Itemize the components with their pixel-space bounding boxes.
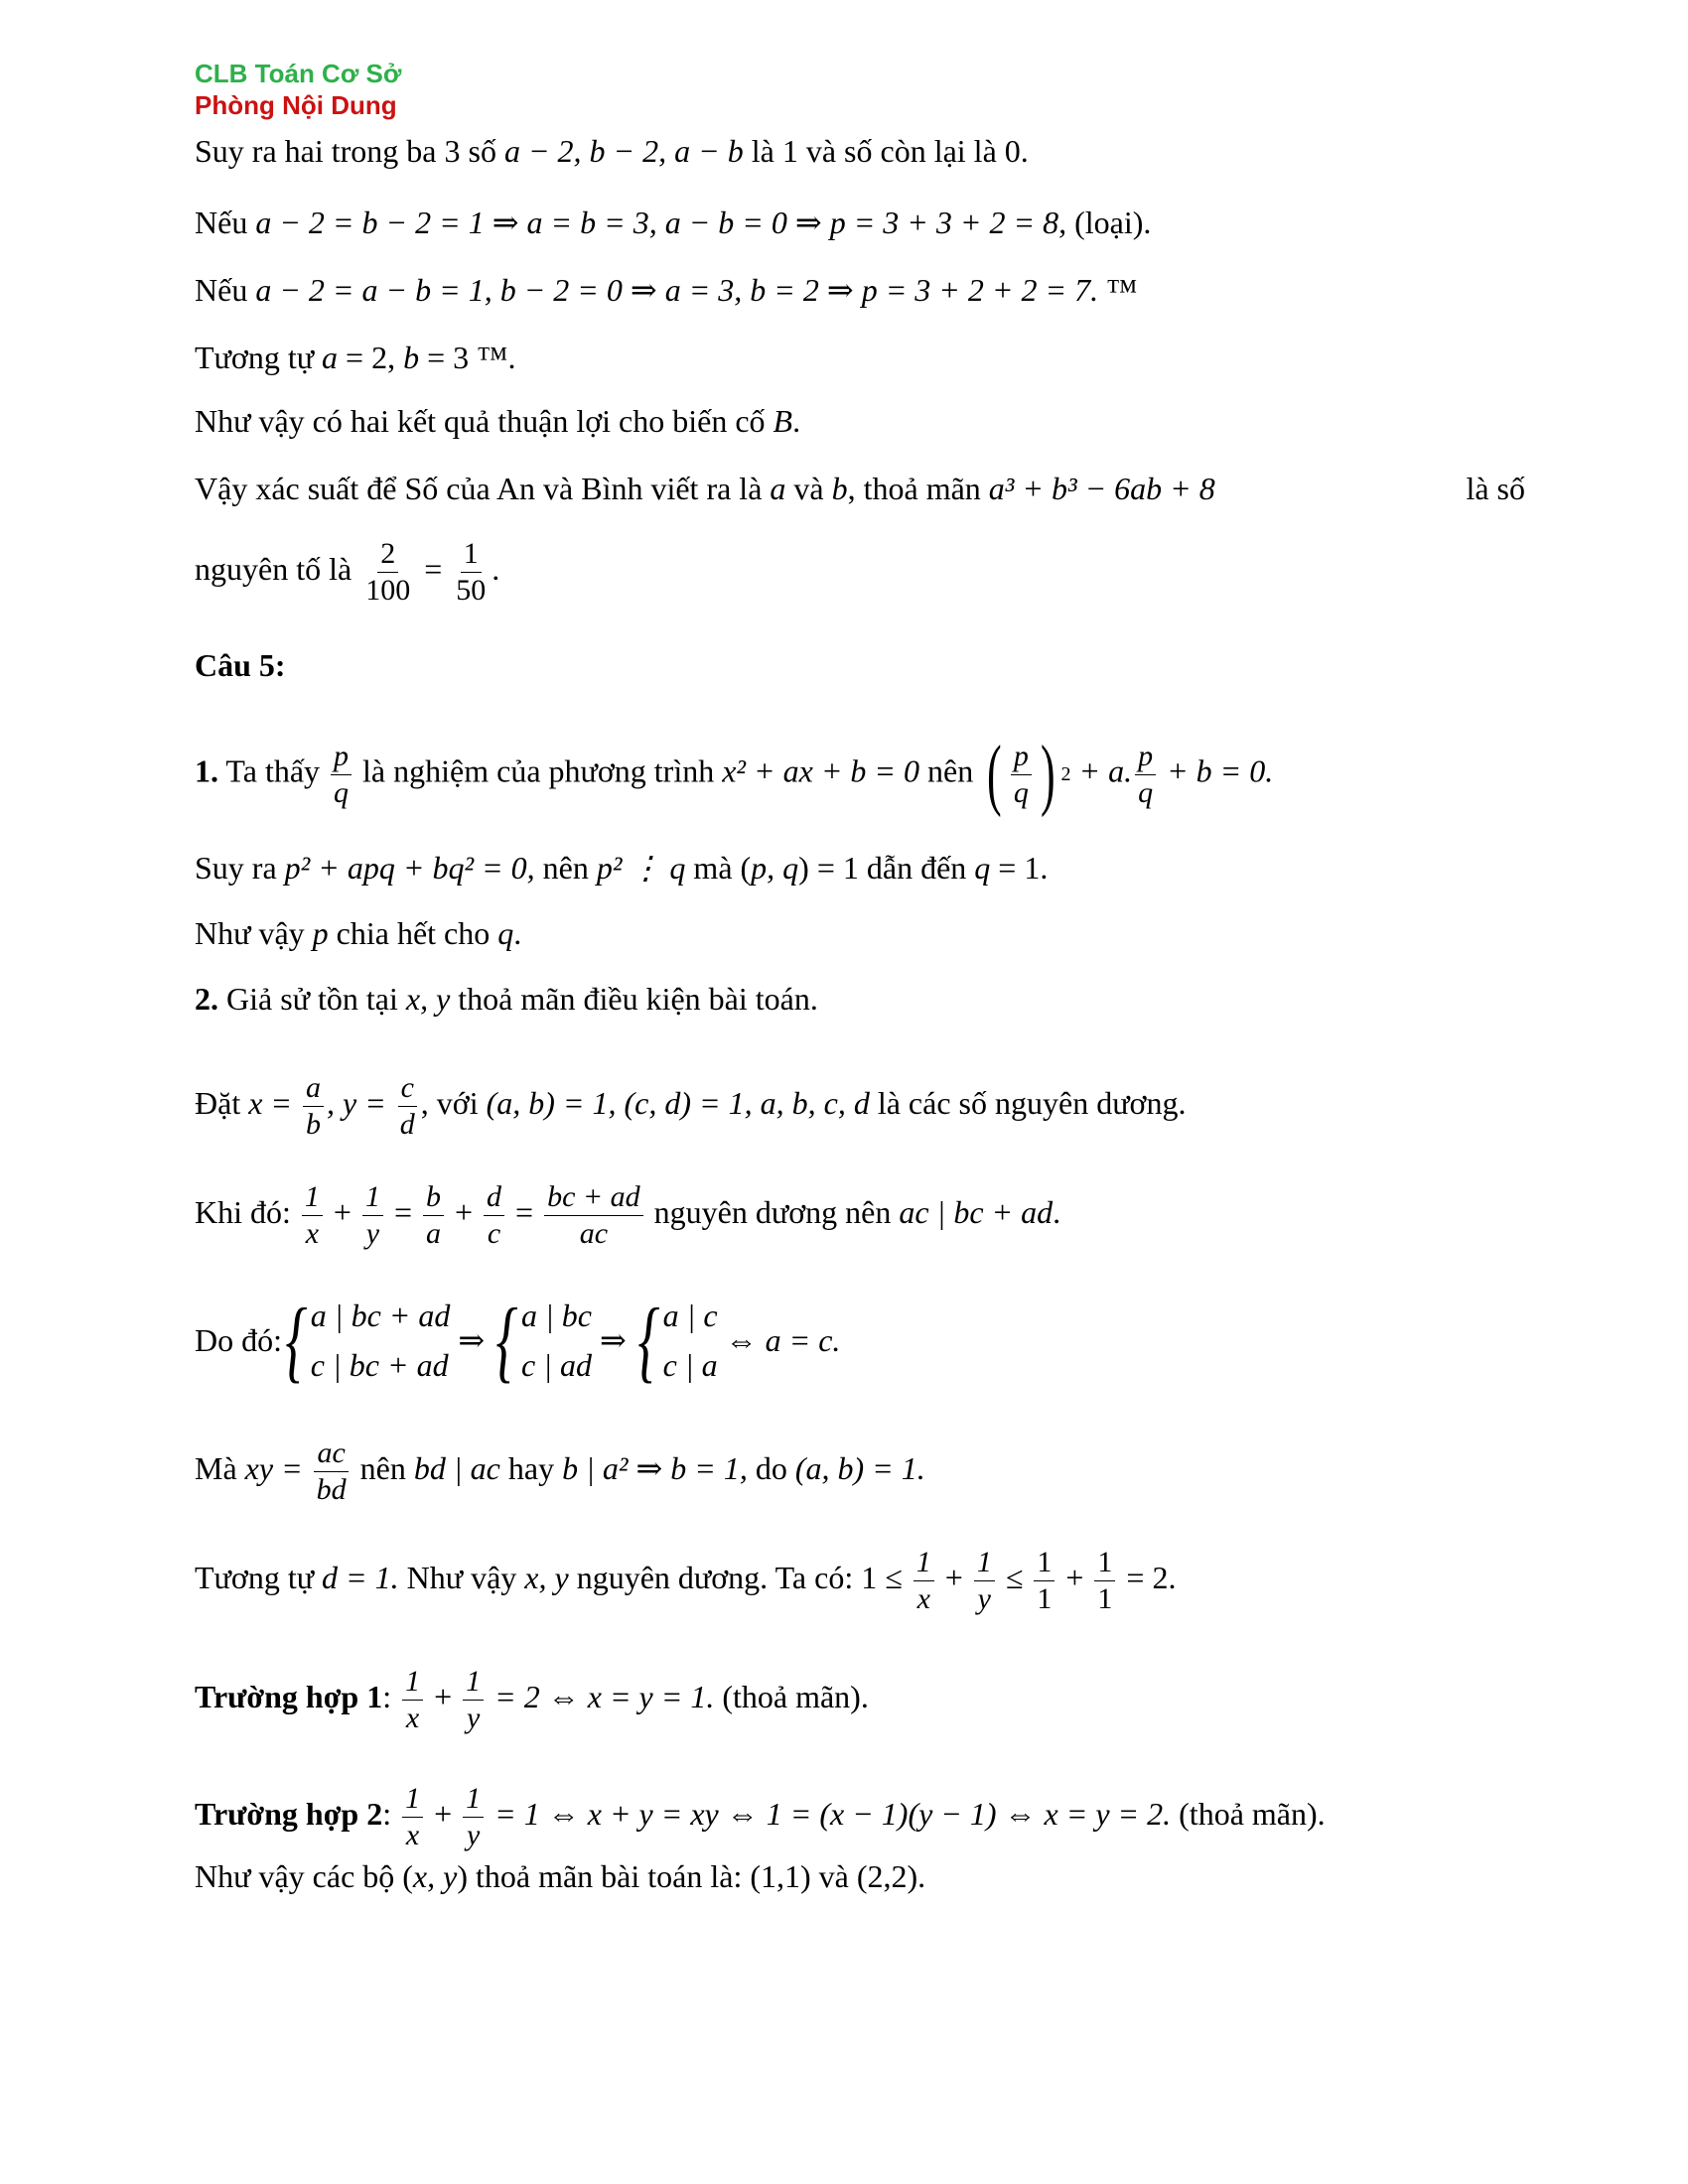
fraction-bc-ad-over-ac: $\frac{bc + ad}{ac}$ — [544, 1179, 643, 1252]
text-line-19: Trường hợp 2: $\frac{1}{x}$ + $\frac{1}{y}$ = 1 ⇔ x + y = xy ⇔ 1 = (x − 1)(y − 1) ⇔ x = y = 2. (thoả mãn). — [195, 1782, 1326, 1851]
system-1: { a | bc + ad c | bc + ad — [285, 1290, 451, 1391]
text-line-1: Suy ra hai trong ba 3 số a − 2, b − 2, a − b là 1 và số còn lại là 0. — [195, 133, 1029, 169]
fraction-2-100: $\frac{2}{100}$ — [365, 537, 411, 607]
fraction-1-y: $\frac{1}{y}$ — [974, 1545, 995, 1617]
text-line-13: Đặt x = $\frac{a}{b}$ , y = $\frac{c}{d}$ , với (a, b) = 1, (c, d) = 1, a, b, c, d là các số nguyên dương. — [195, 1071, 1187, 1141]
fraction-c-d: $\frac{c}{d}$ — [397, 1070, 418, 1143]
section-title-cau-5: Câu 5: — [195, 647, 286, 683]
fraction-p-q: $\frac{p}{q}$ — [331, 739, 352, 811]
fraction-1-y: $\frac{1}{y}$ — [463, 1781, 484, 1853]
text-line-6: Vậy xác suất để Số của An và Bình viết ra là a và b, thoả mãn a³ + b³ − 6ab + 8 là số — [195, 471, 1525, 506]
text-line-3: Nếu a − 2 = a − b = 1, b − 2 = 0 ⇒ a = 3, b = 2 ⇒ p = 3 + 2 + 2 = 7. ™ — [195, 272, 1138, 308]
fraction-1-y: $\frac{1}{y}$ — [463, 1664, 484, 1736]
system-2: { a | bc c | ad — [495, 1290, 592, 1391]
text-line-4: Tương tự a = 2, b = 3 ™. — [195, 340, 516, 375]
text-line-9: 1. Ta thấy $\frac{p}{q}$ là nghiệm của phương trình x² + ax + b = 0 nên ( $\frac{p}{q}$ ) 2 + a. $\frac{p}{q}$ + b = 0. — [195, 731, 1274, 818]
fraction-1-x: $\frac{1}{x}$ — [402, 1664, 423, 1736]
text-line-10: Suy ra p² + apq + bq² = 0, nên p² ⋮ q mà (p, q) = 1 dẫn đến q = 1. — [195, 850, 1049, 886]
text-line-15: Do đó: { a | bc + ad c | bc + ad ⇒ { a | bc c | ad ⇒ { a | c c | a ⇔ a = c. — [195, 1290, 841, 1391]
text-line-20: Như vậy các bộ (x, y) thoả mãn bài toán là: (1,1) và (2,2). — [195, 1858, 926, 1894]
text-line-7: nguyên tố là $\frac{2}{100}$ = $\frac{1}{50}$ . — [195, 537, 500, 607]
fraction-b-a: $\frac{b}{a}$ — [423, 1179, 444, 1252]
text-line-12: 2. Giả sử tồn tại x, y thoả mãn điều kiện bài toán. — [195, 981, 818, 1017]
text-line-11: Như vậy p chia hết cho q. — [195, 915, 522, 951]
fraction-1-1: $\frac{1}{1}$ — [1094, 1545, 1115, 1617]
text-line-18: Trường hợp 1: $\frac{1}{x}$ + $\frac{1}{y}$ = 2 ⇔ x = y = 1. (thoả mãn). — [195, 1665, 869, 1734]
fraction-1-x: $\frac{1}{x}$ — [302, 1179, 323, 1252]
fraction-p-q-2: $\frac{p}{q}$ — [1135, 739, 1156, 811]
header-department: Phòng Nội Dung — [195, 90, 397, 120]
fraction-1-50: $\frac{1}{50}$ — [456, 537, 487, 607]
fraction-ac-bd: $\frac{ac}{bd}$ — [314, 1435, 350, 1508]
fraction-d-c: $\frac{d}{c}$ — [484, 1179, 504, 1252]
fraction-1-1: $\frac{1}{1}$ — [1034, 1545, 1055, 1617]
squared-fraction: ( $\frac{p}{q}$ ) 2 — [987, 731, 1071, 818]
text-line-17: Tương tự d = 1. Như vậy x, y nguyên dương. Ta có: 1 ≤ $\frac{1}{x}$ + $\frac{1}{y}$ ≤ $\frac{1}{1}$ + $\frac{1}{1}$ = 2. — [195, 1546, 1177, 1615]
header-club: CLB Toán Cơ Sở — [195, 59, 402, 88]
text-line-5: Như vậy có hai kết quả thuận lợi cho biến cố B. — [195, 403, 801, 439]
fraction-1-x: $\frac{1}{x}$ — [402, 1781, 423, 1853]
text-line-2: Nếu a − 2 = b − 2 = 1 ⇒ a = b = 3, a − b = 0 ⇒ p = 3 + 3 + 2 = 8, (loại). — [195, 205, 1152, 240]
text-line-16: Mà xy = $\frac{ac}{bd}$ nên bd | ac hay b | a² ⇒ b = 1, do (a, b) = 1. — [195, 1436, 925, 1506]
fraction-a-b: $\frac{a}{b}$ — [303, 1070, 324, 1143]
text-line-14: Khi đó: $\frac{1}{x}$ + $\frac{1}{y}$ = $\frac{b}{a}$ + $\frac{d}{c}$ = $\frac{bc + ad}{ac}$ nguyên dương nên ac | bc + ad. — [195, 1180, 1061, 1250]
fraction-1-y: $\frac{1}{y}$ — [362, 1179, 383, 1252]
system-3: { a | c c | a — [637, 1290, 718, 1391]
fraction-1-x: $\frac{1}{x}$ — [914, 1545, 934, 1617]
